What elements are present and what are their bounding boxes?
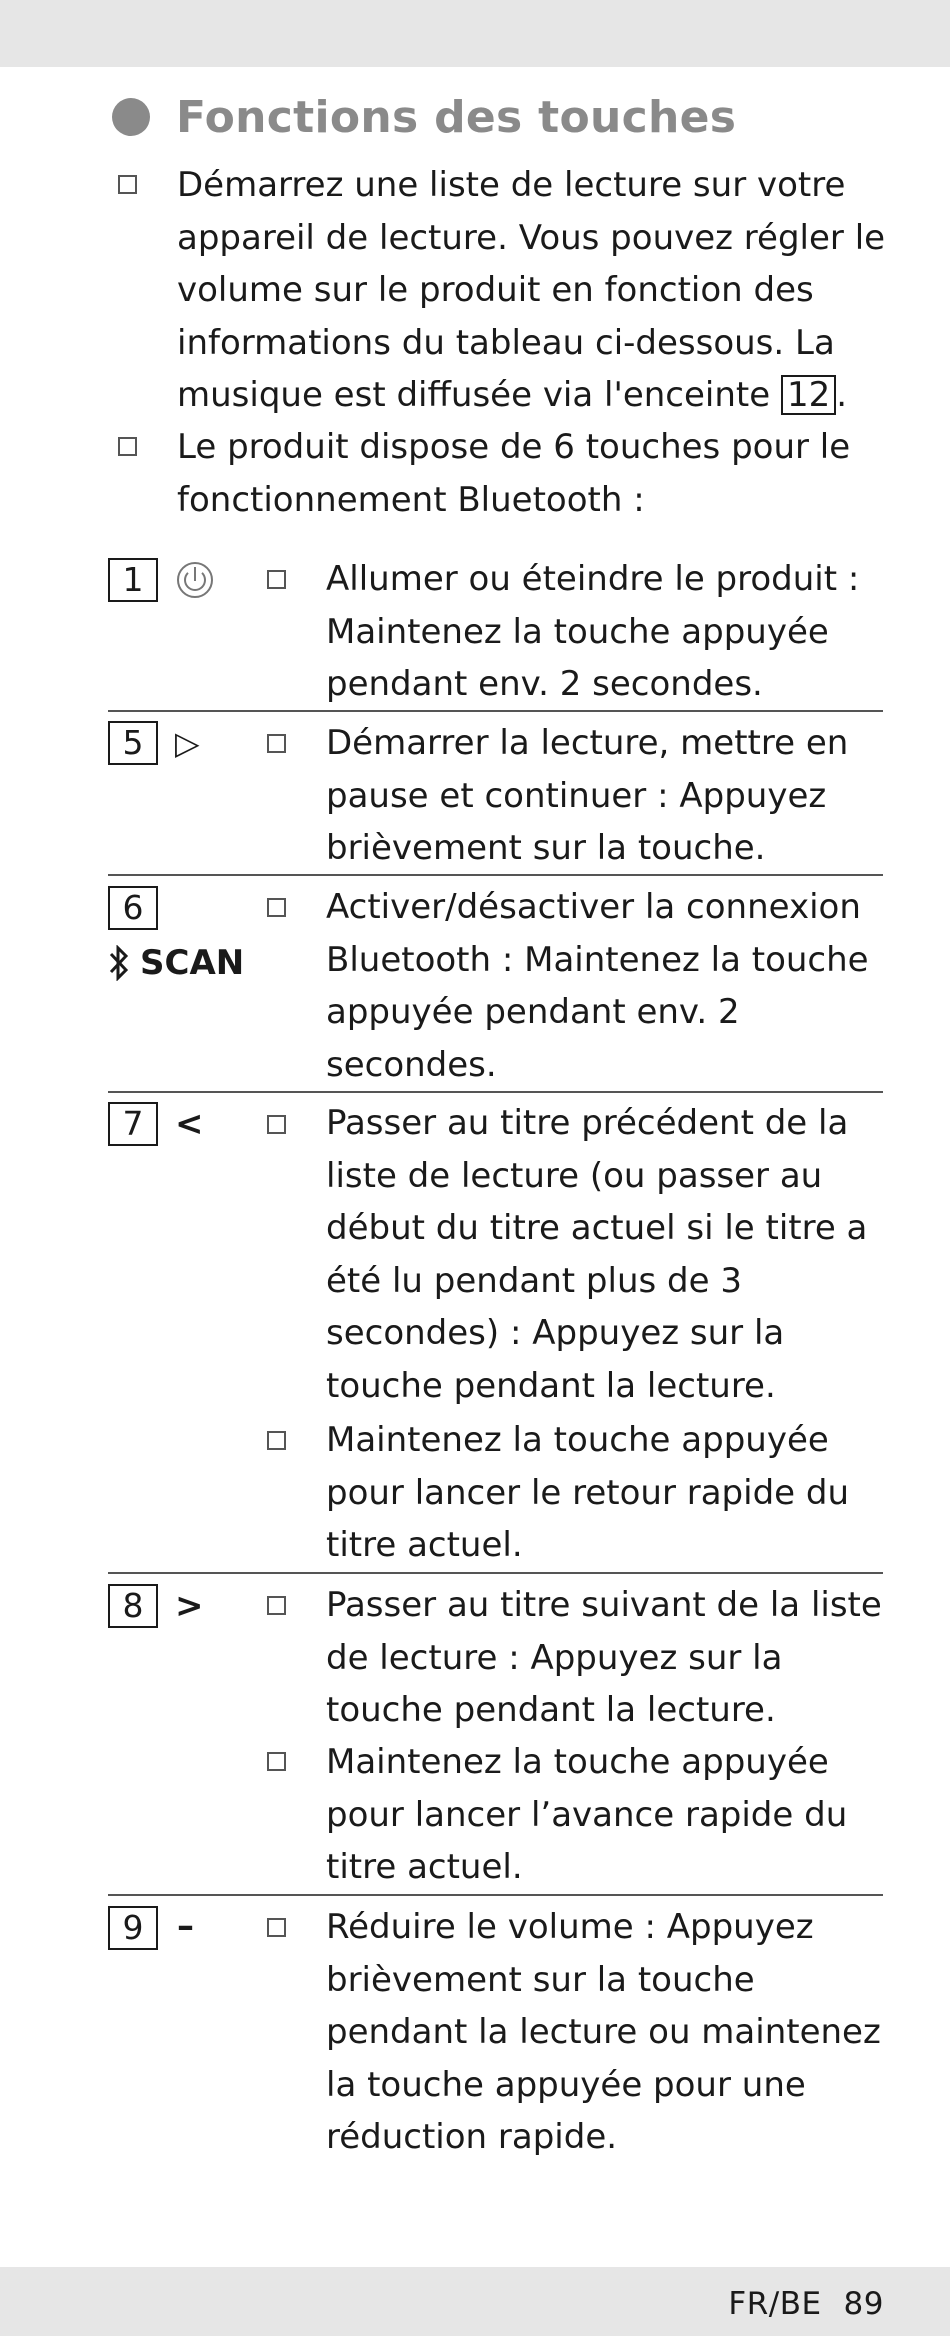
- previous-icon: <: [175, 1104, 204, 1144]
- checkbox-bullet-icon: [267, 1115, 286, 1134]
- intro-text: Démarrez une liste de lecture sur votre appareil de lecture. Vous pouvez régler le volume sur le produit en fonction des informations du tableau ci-dessous. La musique est diffusée via l'enceinte: [177, 165, 886, 415]
- checkbox-bullet-icon: [118, 437, 137, 456]
- row-divider: [108, 1572, 883, 1574]
- checkbox-bullet-icon: [267, 1918, 286, 1937]
- power-icon: [177, 562, 213, 598]
- play-icon: ▷: [175, 724, 200, 762]
- reference-box: 12: [781, 375, 836, 415]
- section-heading: [112, 88, 736, 146]
- bluetooth-icon: [108, 945, 130, 981]
- row-divider: [108, 1091, 883, 1093]
- checkbox-bullet-icon: [267, 570, 286, 589]
- key-number-box: 1: [108, 558, 158, 602]
- intro-text-end: .: [836, 375, 848, 415]
- key-description: Démarrer la lecture, mettre en pause et continuer : Appuyez brièvement sur la touche.: [326, 723, 849, 868]
- intro-paragraph-2: Le produit dispose de 6 touches pour le fonctionnement Bluetooth :: [177, 427, 851, 520]
- page-footer: [728, 2286, 884, 2322]
- row-divider: [108, 710, 883, 712]
- checkbox-bullet-icon: [267, 1431, 286, 1450]
- key-description: Réduire le volume : Appuyez brièvement sur la touche pendant la lecture ou maintenez la touche appuyée pour une réduction rapide.: [326, 1907, 881, 2157]
- checkbox-bullet-icon: [267, 1596, 286, 1615]
- key-description: Maintenez la touche appuyée pour lancer l’avance rapide du titre actuel.: [326, 1742, 848, 1887]
- next-icon: >: [175, 1586, 204, 1626]
- checkbox-bullet-icon: [118, 175, 137, 194]
- checkbox-bullet-icon: [267, 898, 286, 917]
- key-description: Allumer ou éteindre le produit : Maintenez la touche appuyée pendant env. 2 secondes.: [326, 559, 860, 704]
- key-number-box: 5: [108, 721, 158, 765]
- key-description: Maintenez la touche appuyée pour lancer le retour rapide du titre actuel.: [326, 1420, 850, 1565]
- footer-language: FR/BE: [728, 2286, 822, 2322]
- row-divider: [108, 874, 883, 876]
- key-number-box: 8: [108, 1584, 158, 1628]
- key-description: Passer au titre précédent de la liste de lecture (ou passer au début du titre actuel si le titre a été lu pendant plus de 3 secondes) : Appuyez sur la touche pendant la lecture.: [326, 1103, 868, 1406]
- key-description: Passer au titre suivant de la liste de lecture : Appuyez sur la touche pendant la lecture.: [326, 1585, 882, 1730]
- section-title: Fonctions des touches: [176, 91, 737, 143]
- top-band: [0, 0, 950, 67]
- scan-label: SCAN: [140, 943, 245, 983]
- intro-paragraph-1: [177, 159, 897, 422]
- checkbox-bullet-icon: [267, 1752, 286, 1771]
- minus-icon: –: [177, 1906, 194, 1946]
- checkbox-bullet-icon: [267, 734, 286, 753]
- row-divider: [108, 1894, 883, 1896]
- key-number-box: 6: [108, 886, 158, 930]
- key-number-box: 7: [108, 1102, 158, 1146]
- bullet-dot-icon: [112, 98, 150, 136]
- key-description: Activer/désactiver la connexion Bluetooth : Maintenez la touche appuyée pendant env. 2 secondes.: [326, 887, 869, 1085]
- key-number-box: 9: [108, 1906, 158, 1950]
- page-number: 89: [843, 2286, 884, 2322]
